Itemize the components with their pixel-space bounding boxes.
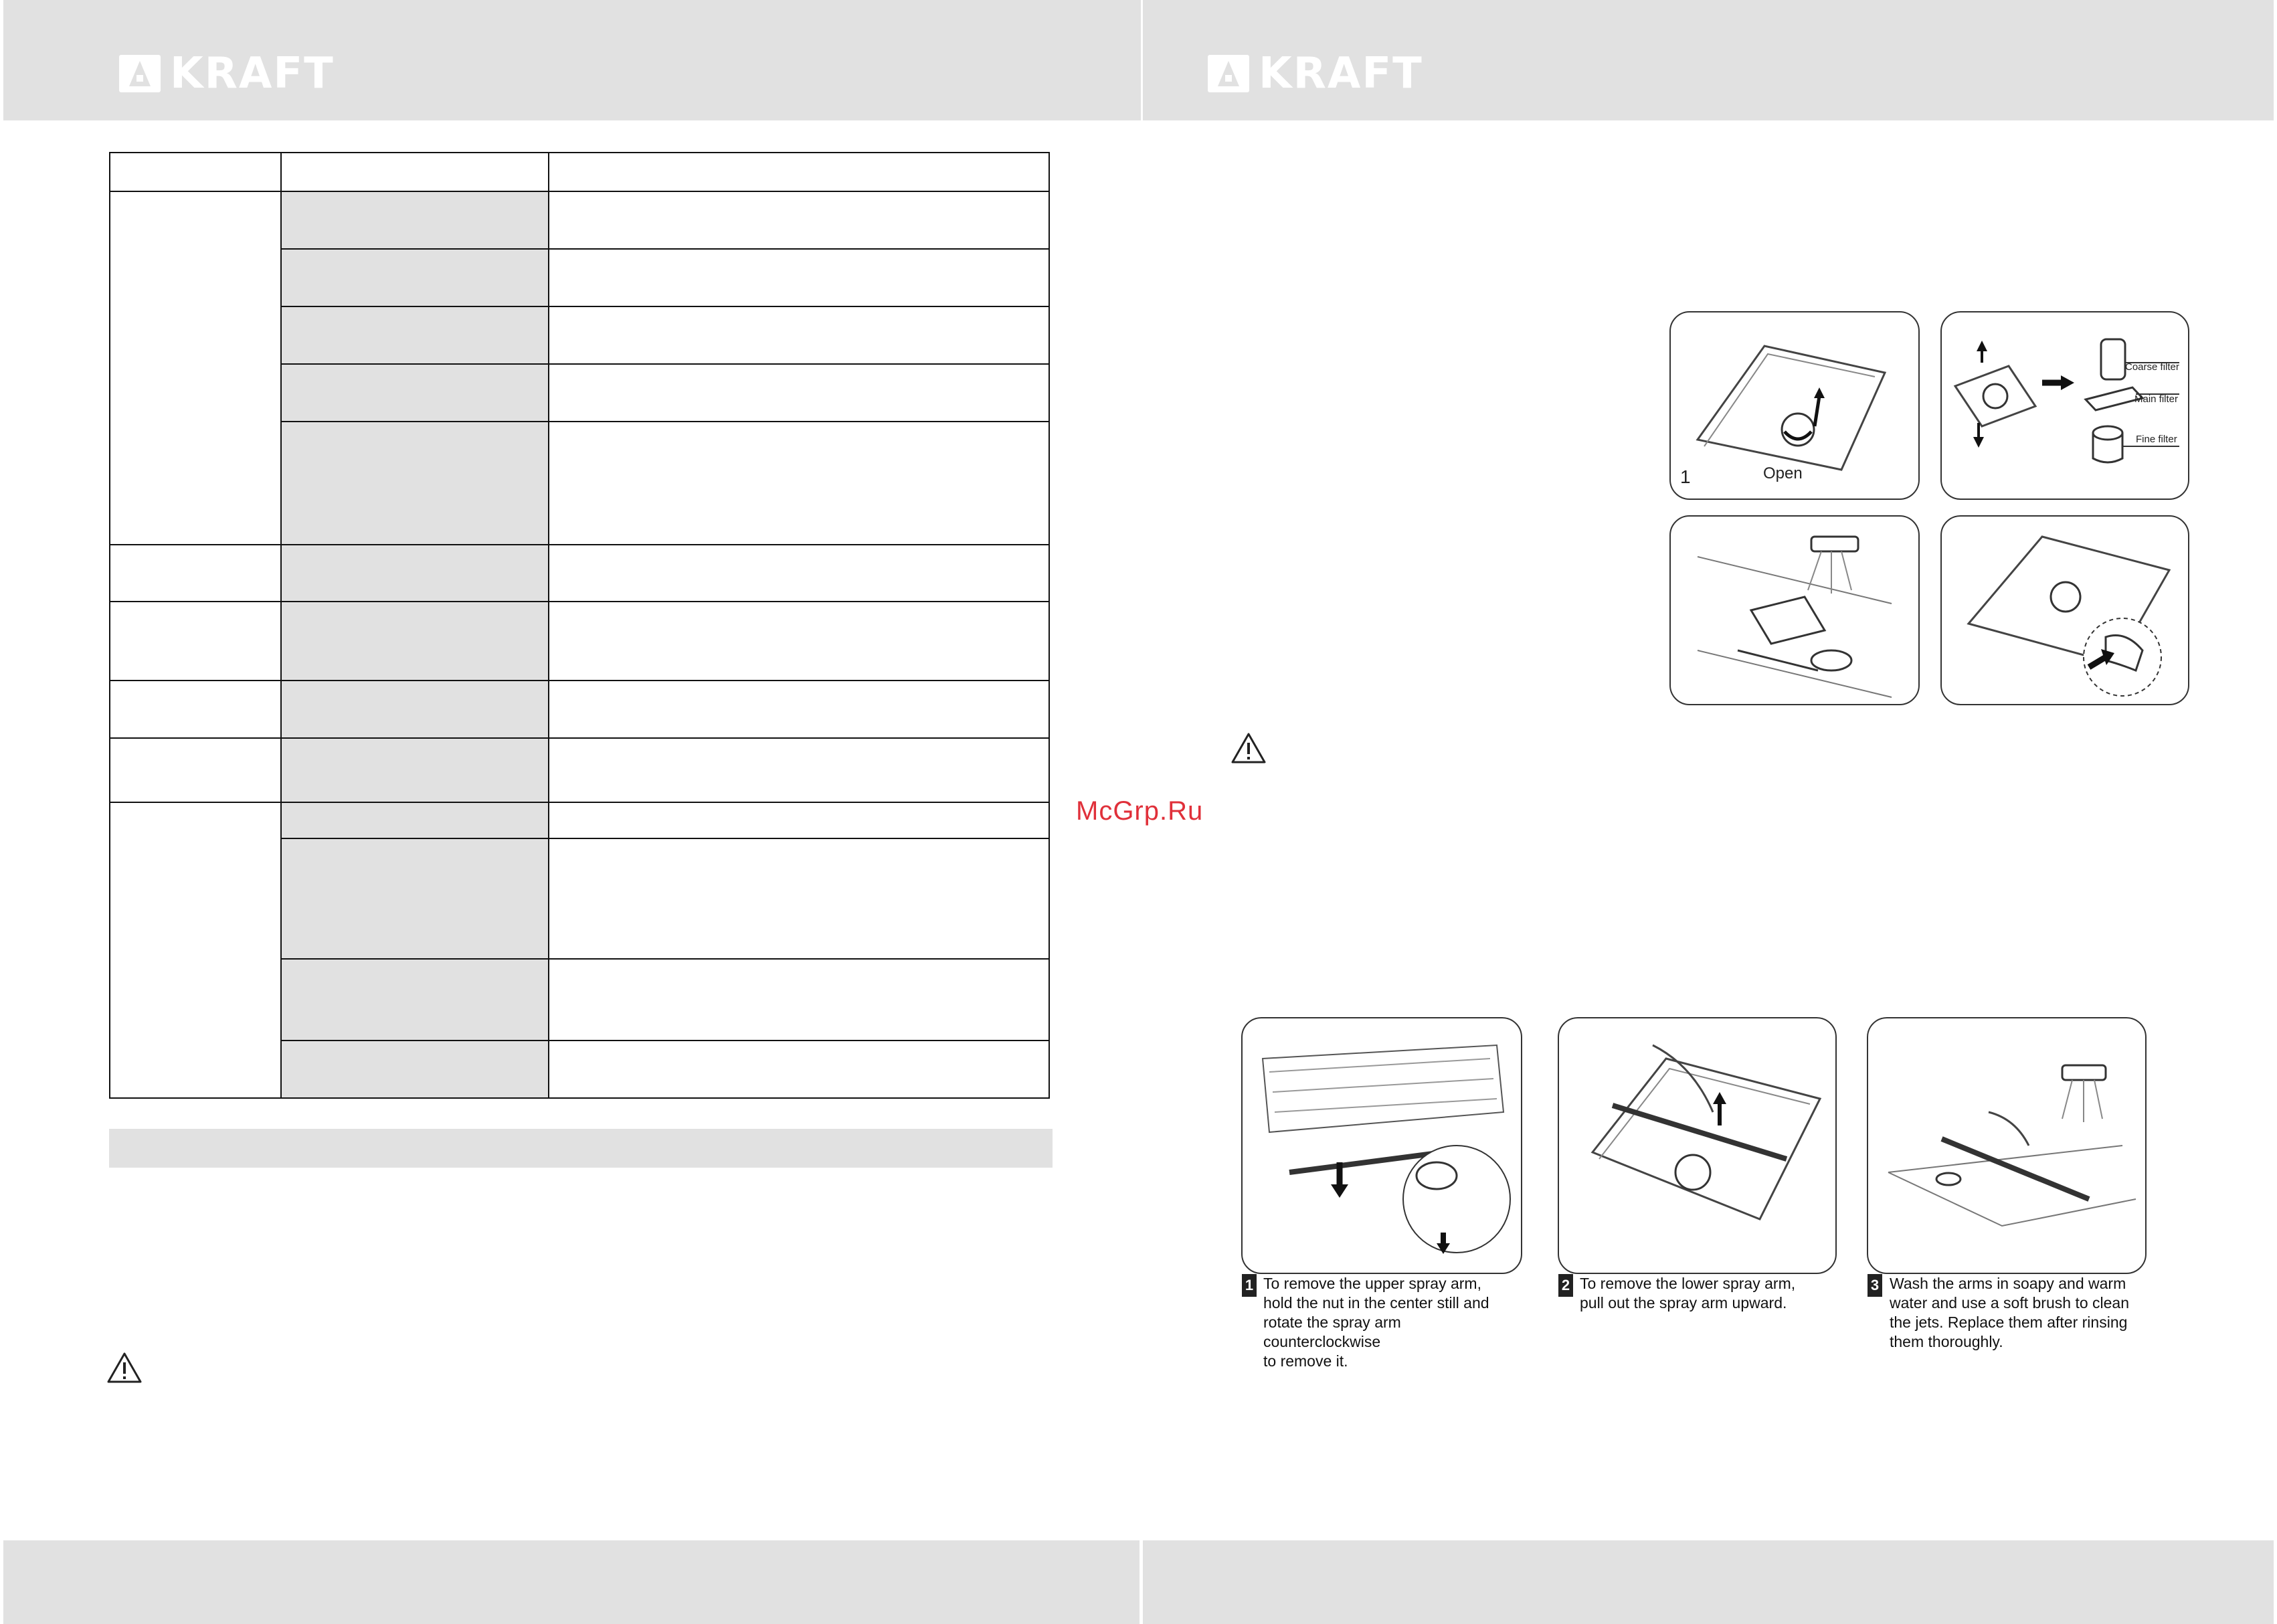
table-row [110, 681, 1049, 738]
open-label: Open [1763, 464, 1803, 482]
table-cell-solution [549, 802, 1049, 838]
troubleshooting-table [109, 152, 1050, 1099]
table-row [110, 802, 1049, 838]
table-cell-cause [281, 602, 549, 681]
table-cell-solution [549, 364, 1049, 422]
kraft-logo-left [119, 49, 335, 98]
table-cell-solution [549, 959, 1049, 1041]
filter-panel-parts [1940, 311, 2189, 500]
table-cell-solution [549, 422, 1049, 545]
section-heading-band [109, 1129, 1053, 1168]
table-cell-cause [281, 1041, 549, 1098]
filter-panel-open [1669, 311, 1920, 500]
table-cell-cause [281, 681, 549, 738]
step-panel-1 [1241, 1017, 1522, 1274]
logo-text-left: KRAFT [170, 49, 335, 98]
filter-rinse-illustration [1671, 517, 1918, 704]
step-panel-2 [1558, 1017, 1837, 1274]
table-cell-solution [549, 838, 1049, 959]
warning-triangle-icon [1231, 732, 1266, 764]
filter-panel-reinstall [1940, 515, 2189, 705]
table-cell-problem [110, 545, 281, 602]
footer-band-left [3, 1540, 1140, 1624]
table-cell-solution [549, 681, 1049, 738]
table-cell-problem [110, 602, 281, 681]
upper-spray-arm-illustration [1243, 1018, 1521, 1273]
table-cell-cause [281, 306, 549, 364]
table-cell-solution [549, 1041, 1049, 1098]
footer-band-right [1143, 1540, 2274, 1624]
filter-reinstall-illustration [1942, 517, 2188, 704]
table-cell-problem [110, 738, 281, 802]
fine-filter-label: Fine filter [2136, 434, 2177, 445]
table-header-cell [110, 153, 281, 191]
table-cell-solution [549, 249, 1049, 306]
table-cell-solution [549, 306, 1049, 364]
main-filter-label: Main filter [2134, 393, 2179, 405]
step-number-3: 3 [1868, 1274, 1882, 1297]
table-cell-problem [110, 681, 281, 738]
lower-spray-arm-illustration [1559, 1018, 1835, 1273]
table-cell-cause [281, 191, 549, 249]
table-row [110, 545, 1049, 602]
step-number-2: 2 [1558, 1274, 1573, 1297]
watermark-text: McGrp.Ru [1076, 796, 1204, 826]
step-text-2: To remove the lower spray arm, pull out the spray arm upward. [1580, 1275, 1796, 1312]
table-header-row [110, 153, 1049, 191]
step-number-1: 1 [1242, 1274, 1257, 1297]
filter-parts-illustration [1942, 312, 2188, 499]
table-cell-solution [549, 191, 1049, 249]
table-row [110, 602, 1049, 681]
table-cell-cause [281, 545, 549, 602]
table-cell-cause [281, 838, 549, 959]
table-cell-cause [281, 364, 549, 422]
warning-triangle-icon [107, 1352, 142, 1384]
table-cell-problem [110, 191, 281, 545]
panel-number: 1 [1680, 466, 1691, 487]
table-cell-solution [549, 545, 1049, 602]
kraft-logo-icon [119, 55, 161, 92]
step-text-1: To remove the upper spray arm, hold the nut in the center still and rotate the spray arm counterclockwise to remove it. [1263, 1275, 1489, 1370]
step-panel-3 [1867, 1017, 2147, 1274]
table-header-cell [281, 153, 549, 191]
logo-text-right: KRAFT [1259, 49, 1423, 98]
table-cell-cause [281, 422, 549, 545]
table-cell-cause [281, 959, 549, 1041]
kraft-logo-right [1208, 49, 1423, 98]
step-text-3: Wash the arms in soapy and warm water and use a soft brush to clean the jets. Replace them after rinsing them thoroughly. [1890, 1275, 2129, 1350]
coarse-filter-label: Coarse filter [2125, 361, 2179, 373]
table-cell-cause [281, 802, 549, 838]
filter-tub-illustration [1671, 312, 1918, 499]
wash-spray-arm-illustration [1868, 1018, 2145, 1273]
table-cell-solution [549, 602, 1049, 681]
table-row [110, 738, 1049, 802]
filter-panel-rinse [1669, 515, 1920, 705]
table-cell-cause [281, 249, 549, 306]
table-header-cell [549, 153, 1049, 191]
kraft-logo-icon [1208, 55, 1249, 92]
table-cell-cause [281, 738, 549, 802]
table-cell-solution [549, 738, 1049, 802]
table-row [110, 191, 1049, 249]
table-cell-problem [110, 802, 281, 1098]
